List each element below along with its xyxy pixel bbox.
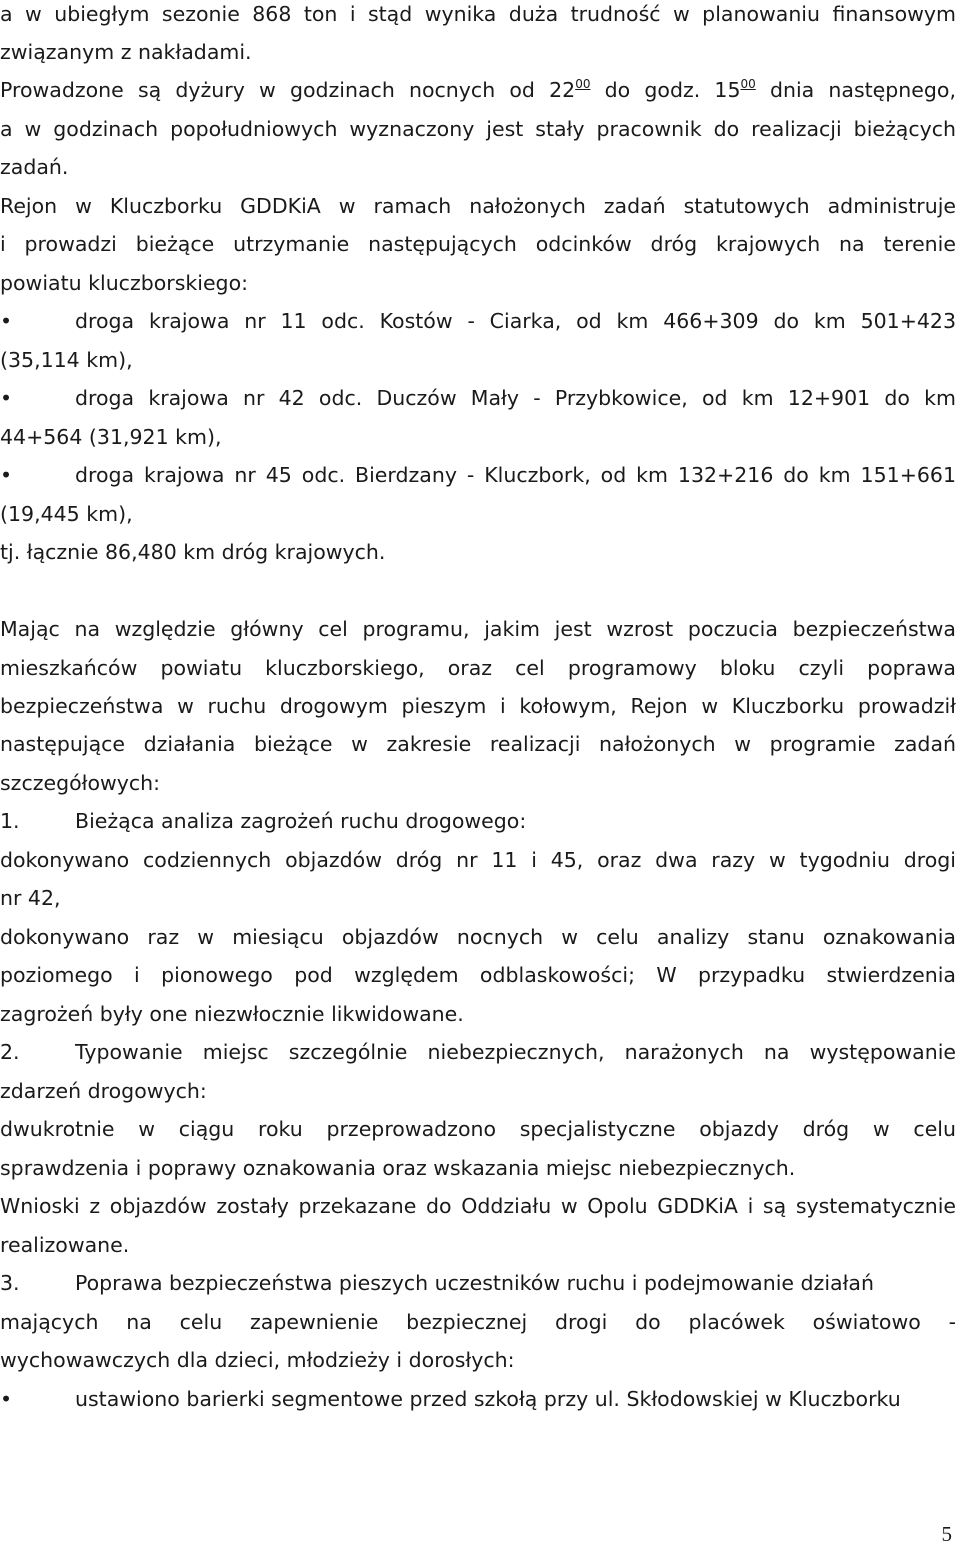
text-line-total: tj. łącznie 86,480 km dróg krajowych. — [0, 540, 386, 564]
text-line: bezpieczeństwa w ruchu drogowym pieszym i kołowym, Rejon w Kluczborku prowadził — [0, 694, 956, 718]
text-line: zagrożeń były one niezwłocznie likwidowane. — [0, 1002, 464, 1026]
text-line: nr 42, — [0, 886, 61, 910]
text-line: szczegółowych: — [0, 771, 161, 795]
bullet-icon: • — [0, 386, 13, 410]
text-line: dokonywano raz w miesiącu objazdów nocnych w celu analizy stanu oznakowania — [0, 925, 956, 949]
text-line: a w godzinach popołudniowych wyznaczony jest stały pracownik do realizacji bieżących — [0, 117, 956, 141]
text-span: Prowadzone są dyżury w godzinach nocnych od 22 — [0, 78, 576, 102]
text-line: następujące działania bieżące w zakresie realizacji nałożonych w programie zadań — [0, 732, 956, 756]
superscript: 00 — [575, 77, 591, 91]
text-line: związanym z nakładami. — [0, 40, 252, 64]
list-number: 2. — [0, 1040, 20, 1064]
text-line: powiatu kluczborskiego: — [0, 271, 249, 295]
list-item-cont: 44+564 (31,921 km), — [0, 425, 222, 449]
list-number: 1. — [0, 809, 20, 833]
text-line: poziomego i pionowego pod względem odblaskowości; W przypadku stwierdzenia — [0, 963, 956, 987]
superscript: 00 — [740, 77, 756, 91]
text-line: sprawdzenia i poprawy oznakowania oraz wskazania miejsc niebezpiecznych. — [0, 1156, 796, 1180]
list-item: droga krajowa nr 42 odc. Duczów Mały - Przybkowice, od km 12+901 do km — [75, 386, 956, 410]
list-item-cont: (19,445 km), — [0, 502, 133, 526]
text-line: mających na celu zapewnienie bezpiecznej drogi do placówek oświatowo - — [0, 1310, 956, 1334]
text-line: zadań. — [0, 155, 69, 179]
bullet-icon: • — [0, 463, 13, 487]
text-span: dnia następnego, — [755, 78, 956, 102]
text-line: dwukrotnie w ciągu roku przeprowadzono specjalistyczne objazdy dróg w celu — [0, 1117, 956, 1141]
bullet-icon: • — [0, 1387, 13, 1411]
text-line: mieszkańców powiatu kluczborskiego, oraz cel programowy bloku czyli poprawa — [0, 656, 956, 680]
text-span: do godz. 15 — [590, 78, 741, 102]
text-line: Wnioski z objazdów zostały przekazane do Oddziału w Opolu GDDKiA i są systematycznie — [0, 1194, 956, 1218]
section-heading: Poprawa bezpieczeństwa pieszych uczestników ruchu i podejmowanie działań — [75, 1271, 874, 1295]
list-item: droga krajowa nr 45 odc. Bierdzany - Kluczbork, od km 132+216 do km 151+661 — [75, 463, 956, 487]
text-line: a w ubiegłym sezonie 868 ton i stąd wynika duża trudność w planowaniu finansowym — [0, 2, 956, 26]
page-number: 5 — [941, 1522, 952, 1546]
list-item-cont: (35,114 km), — [0, 348, 133, 372]
text-line: Rejon w Kluczborku GDDKiA w ramach nałożonych zadań statutowych administruje — [0, 194, 956, 218]
text-line: Mając na względzie główny cel programu, jakim jest wzrost poczucia bezpieczeństwa — [0, 617, 956, 641]
section-heading: Typowanie miejsc szczególnie niebezpiecznych, narażonych na występowanie — [75, 1040, 956, 1064]
text-line: i prowadzi bieżące utrzymanie następujących odcinków dróg krajowych na terenie — [0, 232, 956, 256]
list-number: 3. — [0, 1271, 20, 1295]
text-line-duty-hours — [0, 78, 956, 105]
list-item: droga krajowa nr 11 odc. Kostów - Ciarka, od km 466+309 do km 501+423 — [75, 309, 956, 333]
section-heading: Bieżąca analiza zagrożeń ruchu drogowego: — [75, 809, 527, 833]
list-item: ustawiono barierki segmentowe przed szkołą przy ul. Skłodowskiej w Kluczborku — [75, 1387, 901, 1411]
text-line: zdarzeń drogowych: — [0, 1079, 207, 1103]
text-line: wychowawczych dla dzieci, młodzieży i dorosłych: — [0, 1348, 515, 1372]
text-line: dokonywano codziennych objazdów dróg nr 11 i 45, oraz dwa razy w tygodniu drogi — [0, 848, 956, 872]
text-line: realizowane. — [0, 1233, 130, 1257]
bullet-icon: • — [0, 309, 13, 333]
